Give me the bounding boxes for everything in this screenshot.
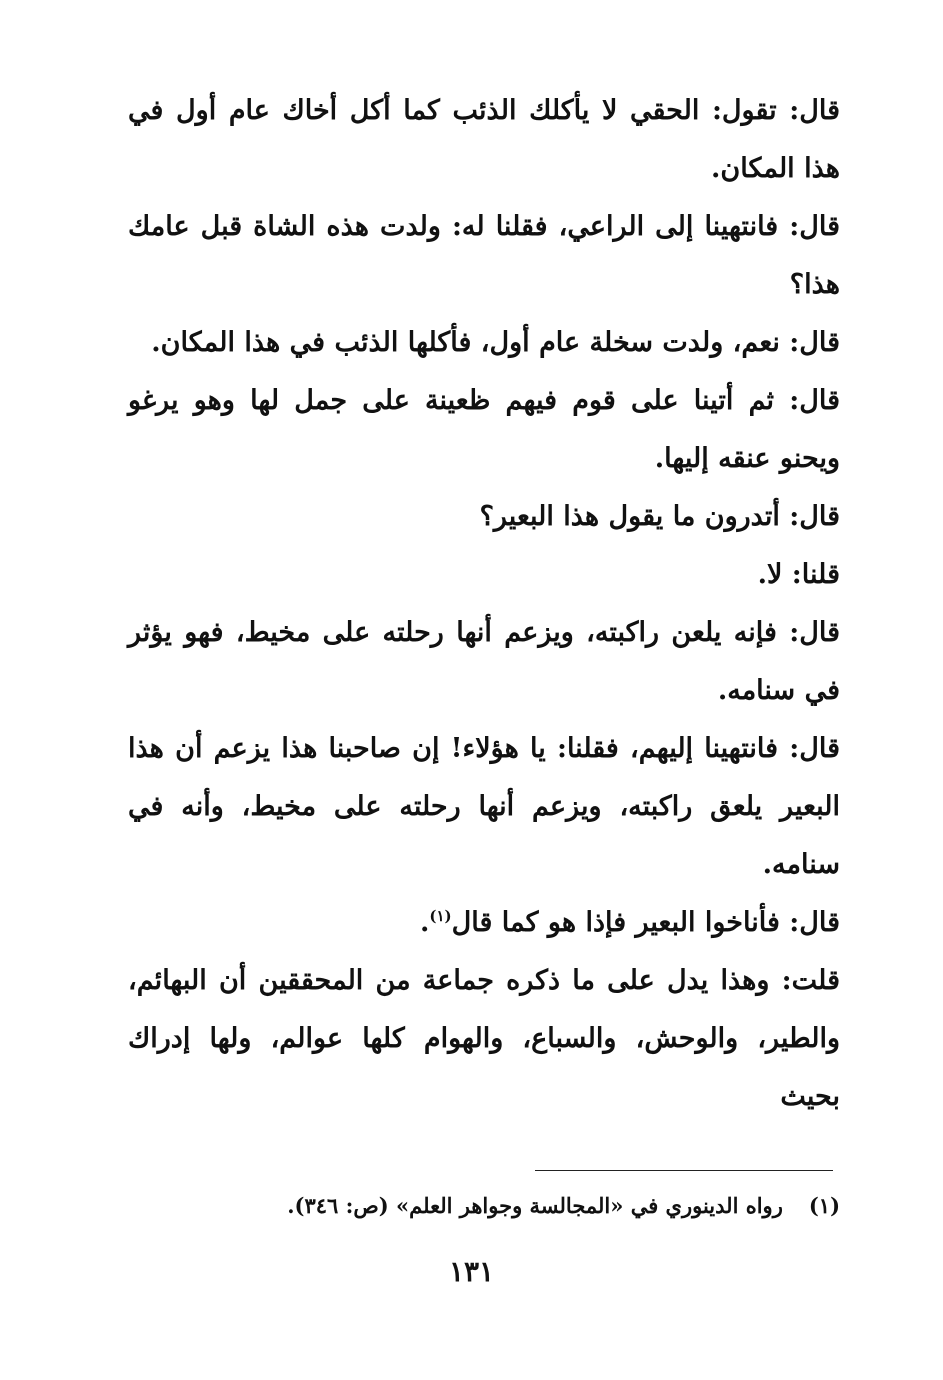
footnote [128,1188,840,1224]
paragraph-2: قال: فانتهينا إلى الراعي، فقلنا له: ولدت هذه الشاة قبل عامك هذا؟ [128,211,840,300]
footnote-text: رواه الدينوري في «المجالسة وجواهر العلم» (ص: ٣٤٦). [287,1193,783,1218]
paragraph-4: قال: ثم أتينا على قوم فيهم ظعينة على جمل لها وهو يرغو ويحنو عنقه إليها. [128,385,840,474]
footnote-number: (١) [808,1193,840,1218]
paragraph-7: قال: فإنه يلعن راكبته، ويزعم أنها رحلته على مخيط، فهو يؤثر في سنامه. [128,617,840,706]
paragraph-3: قال: نعم، ولدت سخلة عام أول، فأكلها الذئب في هذا المكان. [151,327,840,358]
footnote-divider [535,1170,833,1171]
paragraph-9-end: . [419,907,430,938]
paragraph-10: قلت: وهذا يدل على ما ذكره جماعة من المحققين أن البهائم، والطير، والوحش، والسباع، والهوام كلها عوالم، ولها إدراك بحيث [128,965,840,1112]
paragraph-1: قال: تقول: الحقي لا يأكلك الذئب كما أكل أخاك عام أول في هذا المكان. [128,95,840,184]
body-text [128,82,840,1126]
paragraph-9-text: قال: فأناخوا البعير فإذا هو كما قال [451,907,840,938]
paragraph-6: قلنا: لا. [757,559,840,590]
paragraph-5: قال: أتدرون ما يقول هذا البعير؟ [479,501,840,532]
paragraph-8: قال: فانتهينا إليهم، فقلنا: يا هؤلاء! إن صاحبنا هذا يزعم أن هذا البعير يلعق راكبته، ويزعم أنها رحلته على مخيط، وأنه في سنامه. [128,733,840,880]
paragraph-9 [128,894,840,952]
page-number: ١٣١ [448,1255,495,1288]
footnote-reference[interactable]: (١) [429,907,452,925]
